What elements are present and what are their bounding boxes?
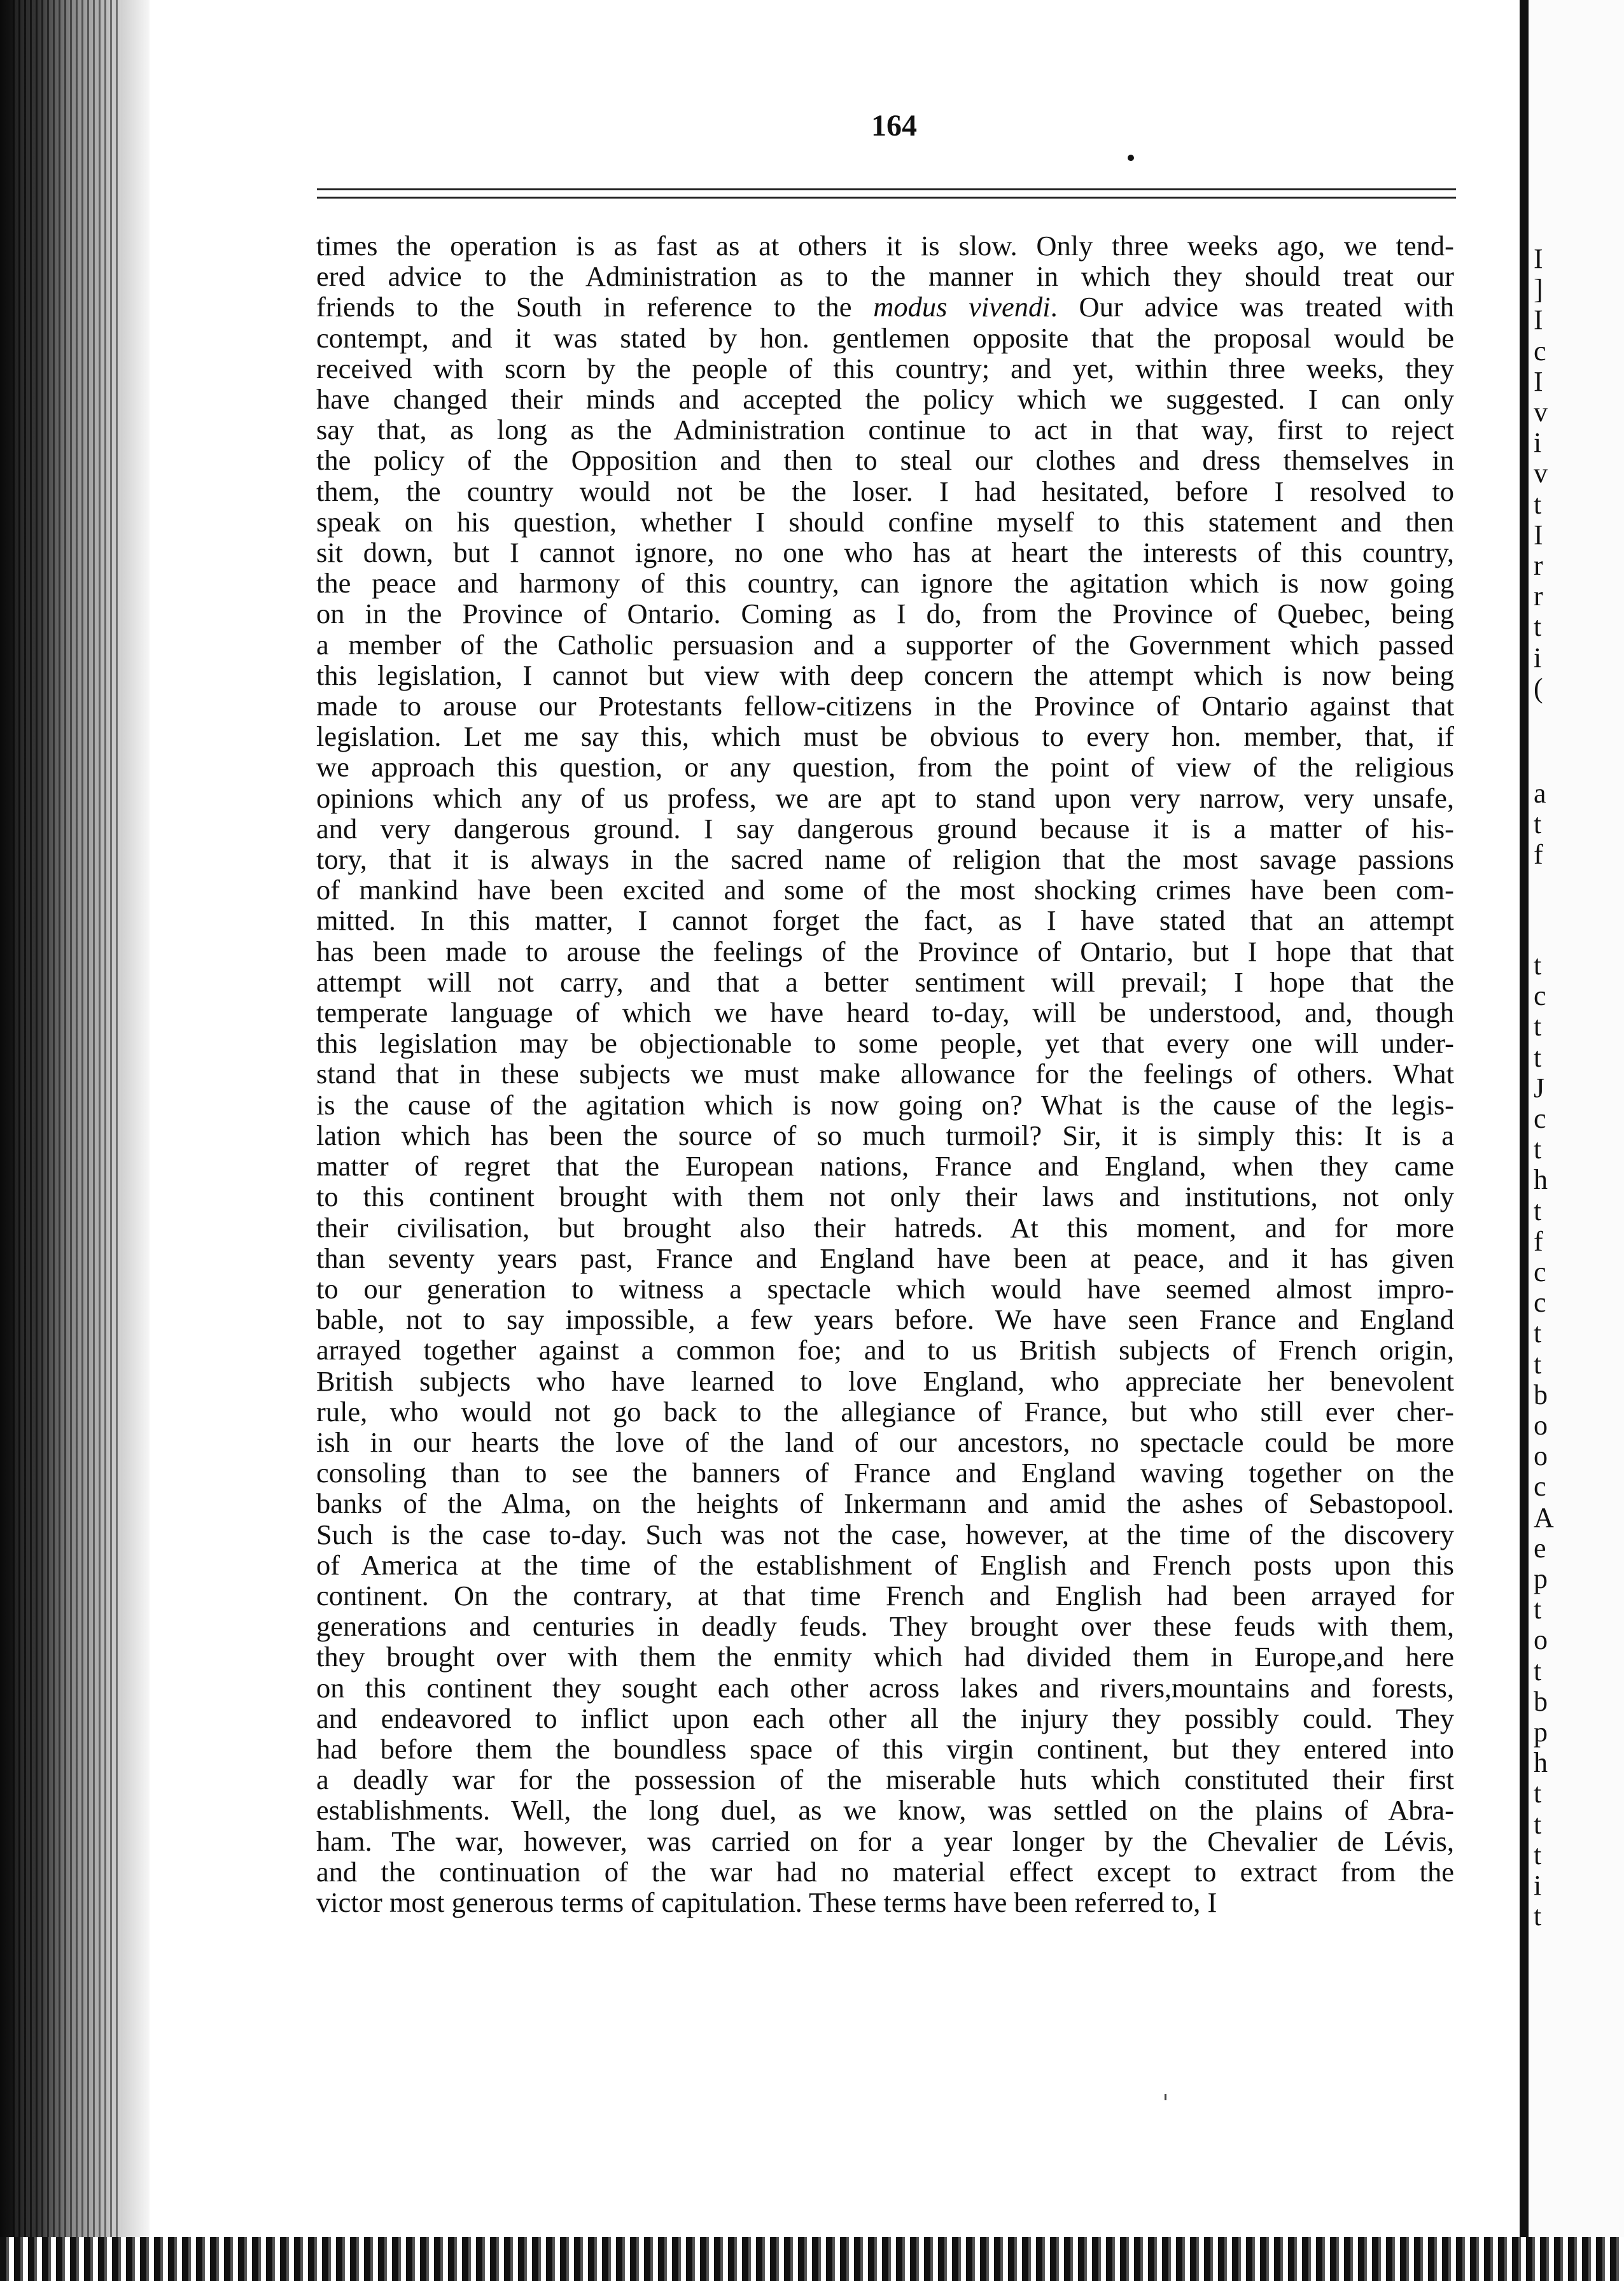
text-line: attempt will not carry, and that a better sentiment will prevail; I hope that the [316, 965, 1454, 998]
facing-page-fragment: c [1534, 1103, 1546, 1134]
text-line: a member of the Catholic persuasion and a supporter of the Government which passed [316, 628, 1454, 661]
facing-page-fragment: J [1534, 1072, 1545, 1104]
facing-page-fragment: t [1534, 488, 1542, 520]
facing-page-fragment: t [1534, 1808, 1542, 1840]
text-line: mitted. In this matter, I cannot forget the fact, as I have stated that an attempt [316, 904, 1454, 937]
text-line: we approach this question, or any question, from the point of view of the religious [316, 751, 1454, 783]
text-line: ham. The war, however, was carried on for a year longer by the Chevalier de Lévis, [316, 1825, 1454, 1857]
facing-page-fragment: o [1534, 1624, 1548, 1656]
facing-page-fragment: t [1534, 1594, 1542, 1625]
text-line: than seventy years past, France and England have been at peace, and it has given [316, 1242, 1454, 1274]
text-line: to our generation to witness a spectacle which would have seemed almost impro- [316, 1272, 1454, 1305]
facing-page-fragment: f [1534, 839, 1543, 871]
text-line: have changed their minds and accepted the policy which we suggested. I can only [316, 383, 1454, 416]
text-line: Such is the case to-day. Such was not the case, however, at the time of the discovery [316, 1518, 1454, 1550]
facing-page-fragment: t [1534, 1317, 1542, 1349]
facing-page-fragment: t [1534, 808, 1542, 840]
header-rule-bottom [317, 197, 1456, 199]
text-line: say that, as long as the Administration continue to act in that way, first to reject [316, 414, 1454, 446]
facing-page-fragment: b [1534, 1685, 1548, 1717]
text-line: them, the country would not be the loser. I had hesitated, before I resolved to [316, 475, 1454, 507]
text-line: the peace and harmony of this country, can ignore the agitation which is now going [316, 567, 1454, 600]
text-line: banks of the Alma, on the heights of Inkermann and amid the ashes of Sebastopool. [316, 1487, 1454, 1520]
facing-page-fragment: I [1534, 519, 1543, 551]
facing-page-fragment: o [1534, 1440, 1548, 1472]
text-line: lation which has been the source of so much turmoil? Sir, it is simply this: It is a [316, 1119, 1454, 1151]
text-line: ish in our hearts the love of the land of our ancestors, no spectacle could be more [316, 1426, 1454, 1458]
text-line: and the continuation of the war had no material effect except to extract from the [316, 1855, 1454, 1888]
facing-page-fragment: v [1534, 458, 1548, 489]
page-number: 164 [871, 109, 917, 143]
facing-page-fragment: i [1534, 642, 1542, 673]
facing-page-fragment: c [1534, 1471, 1546, 1503]
text-line: and endeavored to inflict upon each other all the injury they possibly could. They [316, 1702, 1454, 1734]
facing-page-fragment: c [1534, 335, 1546, 367]
facing-page-fragment: f [1534, 1225, 1543, 1257]
text-line: arrayed together against a common foe; and to us British subjects of French origin, [316, 1334, 1454, 1366]
facing-page-fragment: a [1534, 778, 1546, 809]
text-line: speak on his question, whether I should confine myself to this statement and then [316, 505, 1454, 538]
facing-page-fragment: ] [1534, 274, 1543, 305]
binding-gutter-texture [13, 0, 121, 2281]
facing-page-fragment: t [1534, 611, 1542, 643]
text-line: consoling than to see the banners of France and England waving together on the [316, 1457, 1454, 1489]
facing-page-fragment: i [1534, 1870, 1542, 1901]
text-line: they brought over with them the enmity which had divided them in Europe,and here [316, 1641, 1454, 1673]
facing-page-fragment: t [1534, 1778, 1542, 1809]
text-line: on this continent they sought each other across lakes and rivers,mountains and forests, [316, 1671, 1454, 1704]
facing-page [1529, 0, 1624, 2281]
text-line: victor most generous terms of capitulation. These terms have been referred to, I [316, 1886, 1217, 1918]
text-line: their civilisation, but brought also their hatreds. At this moment, and for more [316, 1211, 1454, 1244]
body-text [316, 230, 1454, 1918]
facing-page-fragment: r [1534, 550, 1543, 581]
facing-page-fragment: t [1534, 1133, 1542, 1165]
text-line: contempt, and it was stated by hon. gentlemen opposite that the proposal would be [316, 321, 1454, 354]
text-line: bable, not to say impossible, a few years before. We have seen France and England [316, 1303, 1454, 1336]
facing-page-fragment: ( [1534, 672, 1543, 704]
text-line: sit down, but I cannot ignore, no one who has at heart the interests of this country, [316, 537, 1454, 569]
facing-page-fragment: I [1534, 365, 1543, 397]
facing-page-fragment: o [1534, 1410, 1548, 1441]
text-line: on in the Province of Ontario. Coming as I do, from the Province of Quebec, being [316, 598, 1454, 630]
facing-page-fragment: t [1534, 1041, 1542, 1073]
text-line: tory, that it is always in the sacred name of religion that the most savage passions [316, 843, 1454, 876]
text-line: to this continent brought with them not only their laws and institutions, not only [316, 1181, 1454, 1213]
text-line: of America at the time of the establishment of English and French posts upon this [316, 1548, 1454, 1581]
facing-page-fragment: t [1534, 1839, 1542, 1870]
text-line: received with scorn by the people of this country; and yet, within three weeks, they [316, 352, 1454, 384]
facing-page-fragment: t [1534, 1655, 1542, 1687]
text-line: British subjects who have learned to love England, who appreciate her benevolent [316, 1365, 1454, 1397]
scan-bottom-edge [0, 2237, 1624, 2281]
facing-page-fragment: c [1534, 1287, 1546, 1319]
text-line: ered advice to the Administration as to the manner in which they should treat our [316, 260, 1454, 293]
facing-page-fragment: h [1534, 1164, 1548, 1196]
text-line: made to arouse our Protestants fellow-citizens in the Province of Ontario against that [316, 690, 1454, 722]
facing-page-fragment: t [1534, 950, 1542, 981]
facing-page-fragment: h [1534, 1747, 1548, 1779]
facing-page-fragment: i [1534, 427, 1542, 459]
text-line: temperate language of which we have heard to-day, will be understood, and, though [316, 997, 1454, 1029]
facing-page-fragment: I [1534, 304, 1543, 336]
text-line: the policy of the Opposition and then to steal our clothes and dress themselves in [316, 444, 1454, 477]
text-line: times the operation is as fast as at others it is slow. Only three weeks ago, we tend- [316, 230, 1454, 262]
header-rule-top [317, 188, 1456, 190]
ink-mark [1165, 2094, 1166, 2100]
facing-page-fragment: p [1534, 1716, 1548, 1748]
facing-page-fragment: I [1534, 243, 1543, 274]
text-line: rule, who would not go back to the allegiance of France, but who still ever cher- [316, 1395, 1454, 1428]
facing-page-fragment: r [1534, 580, 1543, 612]
text-line: opinions which any of us profess, we are apt to stand upon very narrow, very unsafe, [316, 782, 1454, 814]
ink-dot [1128, 155, 1134, 161]
text-line: has been made to arouse the feelings of the Province of Ontario, but I hope that that [316, 935, 1454, 967]
facing-page-fragment: b [1534, 1379, 1548, 1410]
facing-page-fragment: t [1534, 1011, 1542, 1042]
text-line: had before them the boundless space of this virgin continent, but they entered into [316, 1732, 1454, 1765]
facing-page-fragment: c [1534, 980, 1546, 1012]
facing-page-fragment: c [1534, 1256, 1546, 1288]
text-line: establishments. Well, the long duel, as we know, was settled on the plains of Abra- [316, 1794, 1454, 1827]
text-line: stand that in these subjects we must make allowance for the feelings of others. What [316, 1058, 1454, 1090]
text-line: of mankind have been excited and some of the most shocking crimes have been com- [316, 874, 1454, 906]
facing-page-fragment: t [1534, 1348, 1542, 1380]
text-line: this legislation may be objectionable to some people, yet that every one will under- [316, 1027, 1454, 1060]
facing-page-fragment: t [1534, 1900, 1542, 1932]
text-line: continent. On the contrary, at that time French and English had been arrayed for [316, 1579, 1454, 1611]
text-line: friends to the South in reference to the modus vivendi. Our advice was treated with [316, 291, 1455, 323]
facing-page-edge [1520, 0, 1529, 2281]
text-line: matter of regret that the European nations, France and England, when they came [316, 1150, 1454, 1183]
text-line: is the cause of the agitation which is now going on? What is the cause of the legis- [316, 1088, 1454, 1121]
text-line: and very dangerous ground. I say dangerous ground because it is a matter of his- [316, 812, 1454, 845]
facing-page-fragment: t [1534, 1195, 1542, 1226]
text-line: this legislation, I cannot but view with deep concern the attempt which is now being [316, 659, 1454, 691]
facing-page-fragment: p [1534, 1563, 1548, 1594]
facing-page-fragment: A [1534, 1501, 1554, 1533]
facing-page-fragment: v [1534, 397, 1548, 428]
text-line: legislation. Let me say this, which must be obvious to every hon. member, that, if [316, 720, 1454, 753]
text-line: a deadly war for the possession of the miserable huts which constituted their first [316, 1764, 1454, 1796]
facing-page-fragment: e [1534, 1532, 1546, 1564]
text-line: generations and centuries in deadly feuds. They brought over these feuds with them, [316, 1610, 1454, 1643]
